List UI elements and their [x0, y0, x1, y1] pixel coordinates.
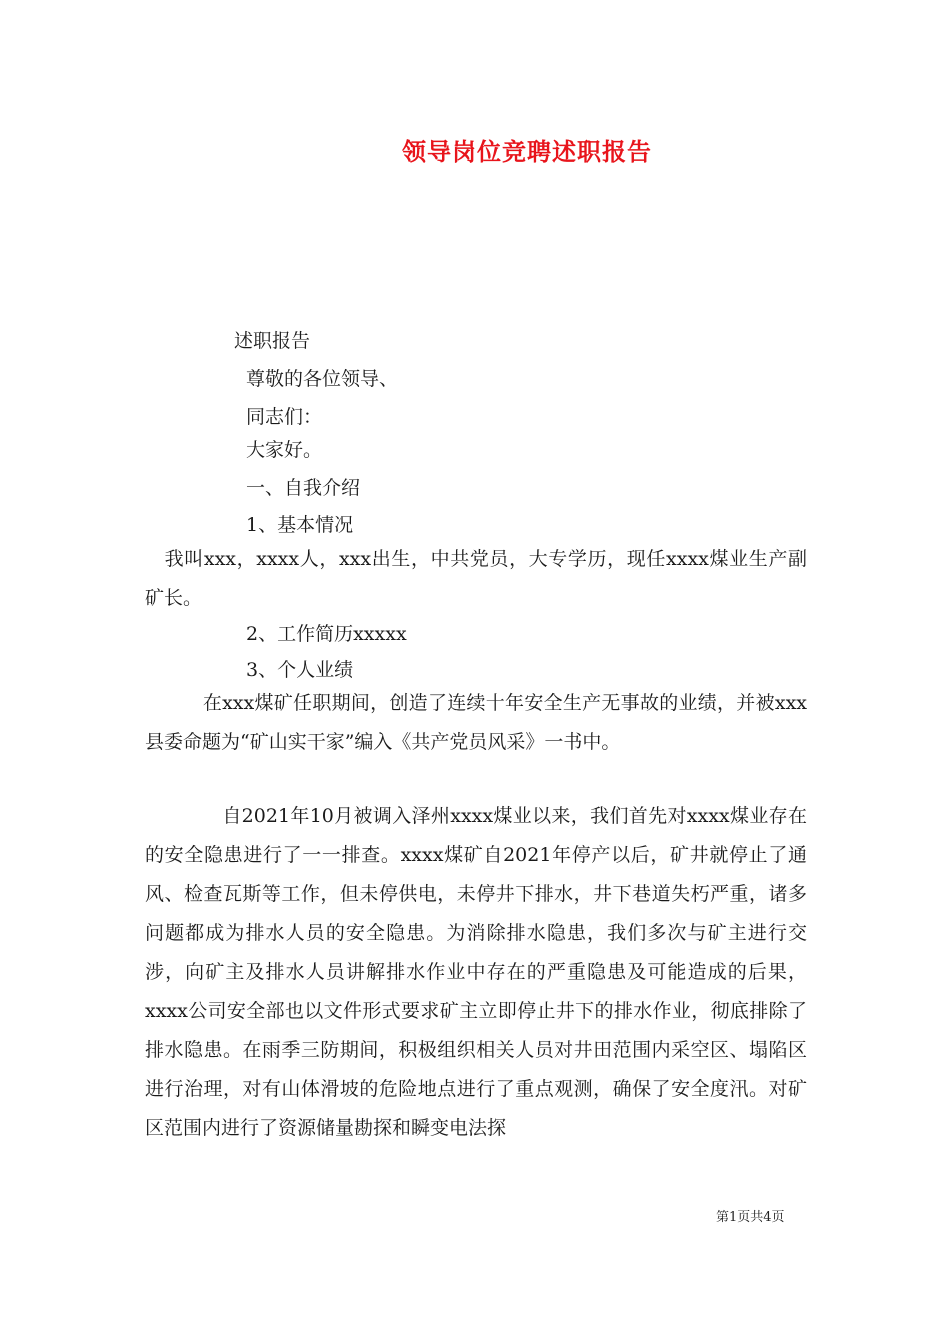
paragraph-basic-info: 我叫xxx，xxxx人，xxx出生，中共党员，大专学历，现任xxxx煤业生产副矿长。	[145, 548, 807, 609]
subsection-basic-info: 1、基本情况	[246, 514, 354, 536]
paragraph-achievements: 在xxx煤矿任职期间，创造了连续十年安全生产无事故的业绩，并被xxx县委命题为“矿山实干家”编入《共产党员风采》一书中。	[145, 692, 807, 753]
subsection-work-history: 2、工作简历xxxxx	[246, 623, 407, 645]
salutation-leaders: 尊敬的各位领导、	[246, 368, 399, 390]
section-self-introduction: 一、自我介绍	[246, 477, 361, 499]
salutation-comrades: 同志们：	[246, 406, 323, 428]
paragraph-safety-work: 自2021年10月被调入泽州xxxx煤业以来，我们首先对xxxx煤业存在的安全隐患进行了一一排查。xxxx煤矿自2021年停产以后，矿井就停止了通风、检查瓦斯等工作，但未停供电，未停井下排水，井下巷道失朽严重，诸多问题都成为排水人员的安全隐患。为消除排水隐患，我们多次与矿主进行交涉，向矿主及排水人员讲解排水作业中存在的严重隐患及可能造成的后果，xxxx公司安全部也以文件形式要求矿主立即停止井下的排水作业，彻底排除了排水隐患。在雨季三防期间，积极组织相关人员对井田范围内采空区、塌陷区进行治理，对有山体滑坡的危险地点进行了重点观测，确保了安全度汛。对矿区范围内进行了资源储量勘探和瞬变电法探	[145, 805, 807, 1139]
page-number-footer: 第1页共4页	[716, 1210, 785, 1225]
page-title: 领导岗位竞聘述职报告	[402, 137, 652, 166]
report-heading: 述职报告	[234, 330, 311, 352]
subsection-achievements: 3、个人业绩	[246, 659, 354, 681]
greeting: 大家好。	[246, 439, 323, 461]
